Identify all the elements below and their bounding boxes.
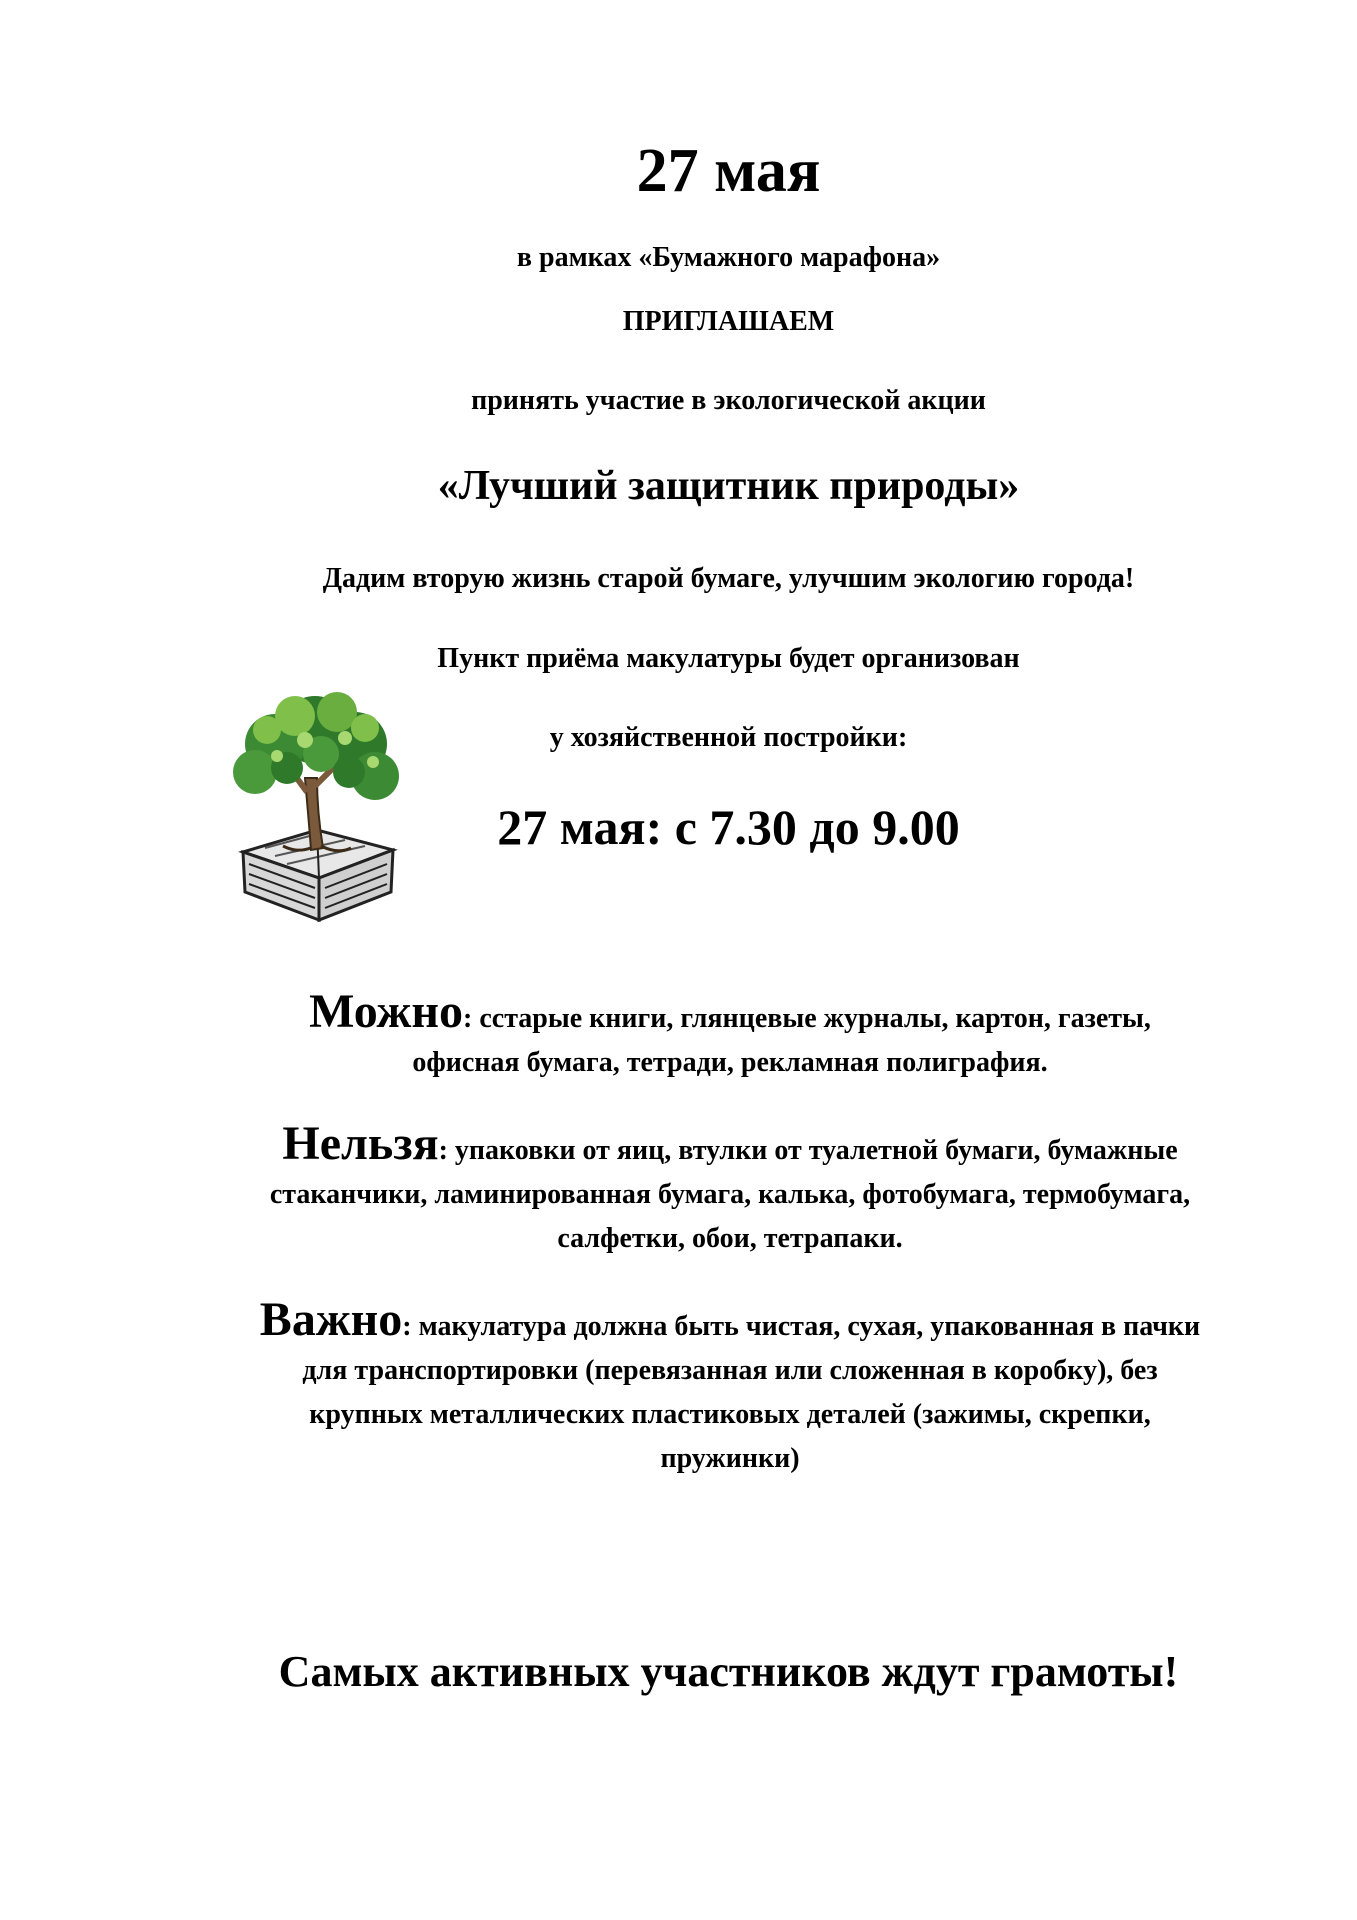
action-name: «Лучший защитник природы»: [437, 463, 1020, 509]
collection-schedule: 27 мая: с 7.30 до 9.00: [497, 799, 960, 855]
collection-point-line1: Пункт приёма макулатуры будет организован: [437, 643, 1020, 674]
closing-message: Самых активных участников ждут грамоты!: [278, 1647, 1179, 1696]
forbidden-items: [190, 1117, 1270, 1261]
allowed-text-line2: офисная бумага, тетради, рекламная полиграфия.: [412, 1047, 1048, 1078]
important-text-line2: для транспортировки (перевязанная или сложенная в коробку), без: [302, 1355, 1158, 1386]
important-text-line4: пружинки): [660, 1443, 800, 1474]
important-text-line1: : макулатура должна быть чистая, сухая, упакованная в пачки: [402, 1311, 1201, 1342]
participate-text: принять участие в экологической акции: [471, 385, 986, 416]
event-date-title: 27 мая: [636, 137, 821, 205]
tree-on-newspapers-icon: [225, 682, 405, 932]
allowed-label: Можно: [309, 985, 464, 1038]
event-subtitle: в рамках «Бумажного марафона»: [516, 242, 941, 273]
forbidden-text-line2: стаканчики, ламинированная бумага, калька, фотобумага, термобумага,: [269, 1179, 1191, 1210]
forbidden-text-line3: салфетки, обои, тетрапаки.: [557, 1223, 903, 1254]
important-label: Важно: [259, 1293, 403, 1346]
invite-heading: ПРИГЛАШАЕМ: [622, 306, 835, 337]
collection-point-line2: у хозяйственной постройки:: [549, 722, 908, 753]
forbidden-label: Нельзя: [282, 1117, 439, 1170]
important-text-line3: крупных металлических пластиковых деталей (зажимы, скрепки,: [309, 1399, 1151, 1430]
important-notes: [190, 1293, 1270, 1481]
forbidden-text-line1: : упаковки от яиц, втулки от туалетной бумаги, бумажные: [438, 1135, 1178, 1166]
allowed-items: [190, 985, 1270, 1085]
allowed-text-line1: : сстарые книги, глянцевые журналы, картон, газеты,: [463, 1003, 1151, 1034]
tagline: Дадим вторую жизнь старой бумаге, улучшим экологию города!: [322, 563, 1135, 594]
